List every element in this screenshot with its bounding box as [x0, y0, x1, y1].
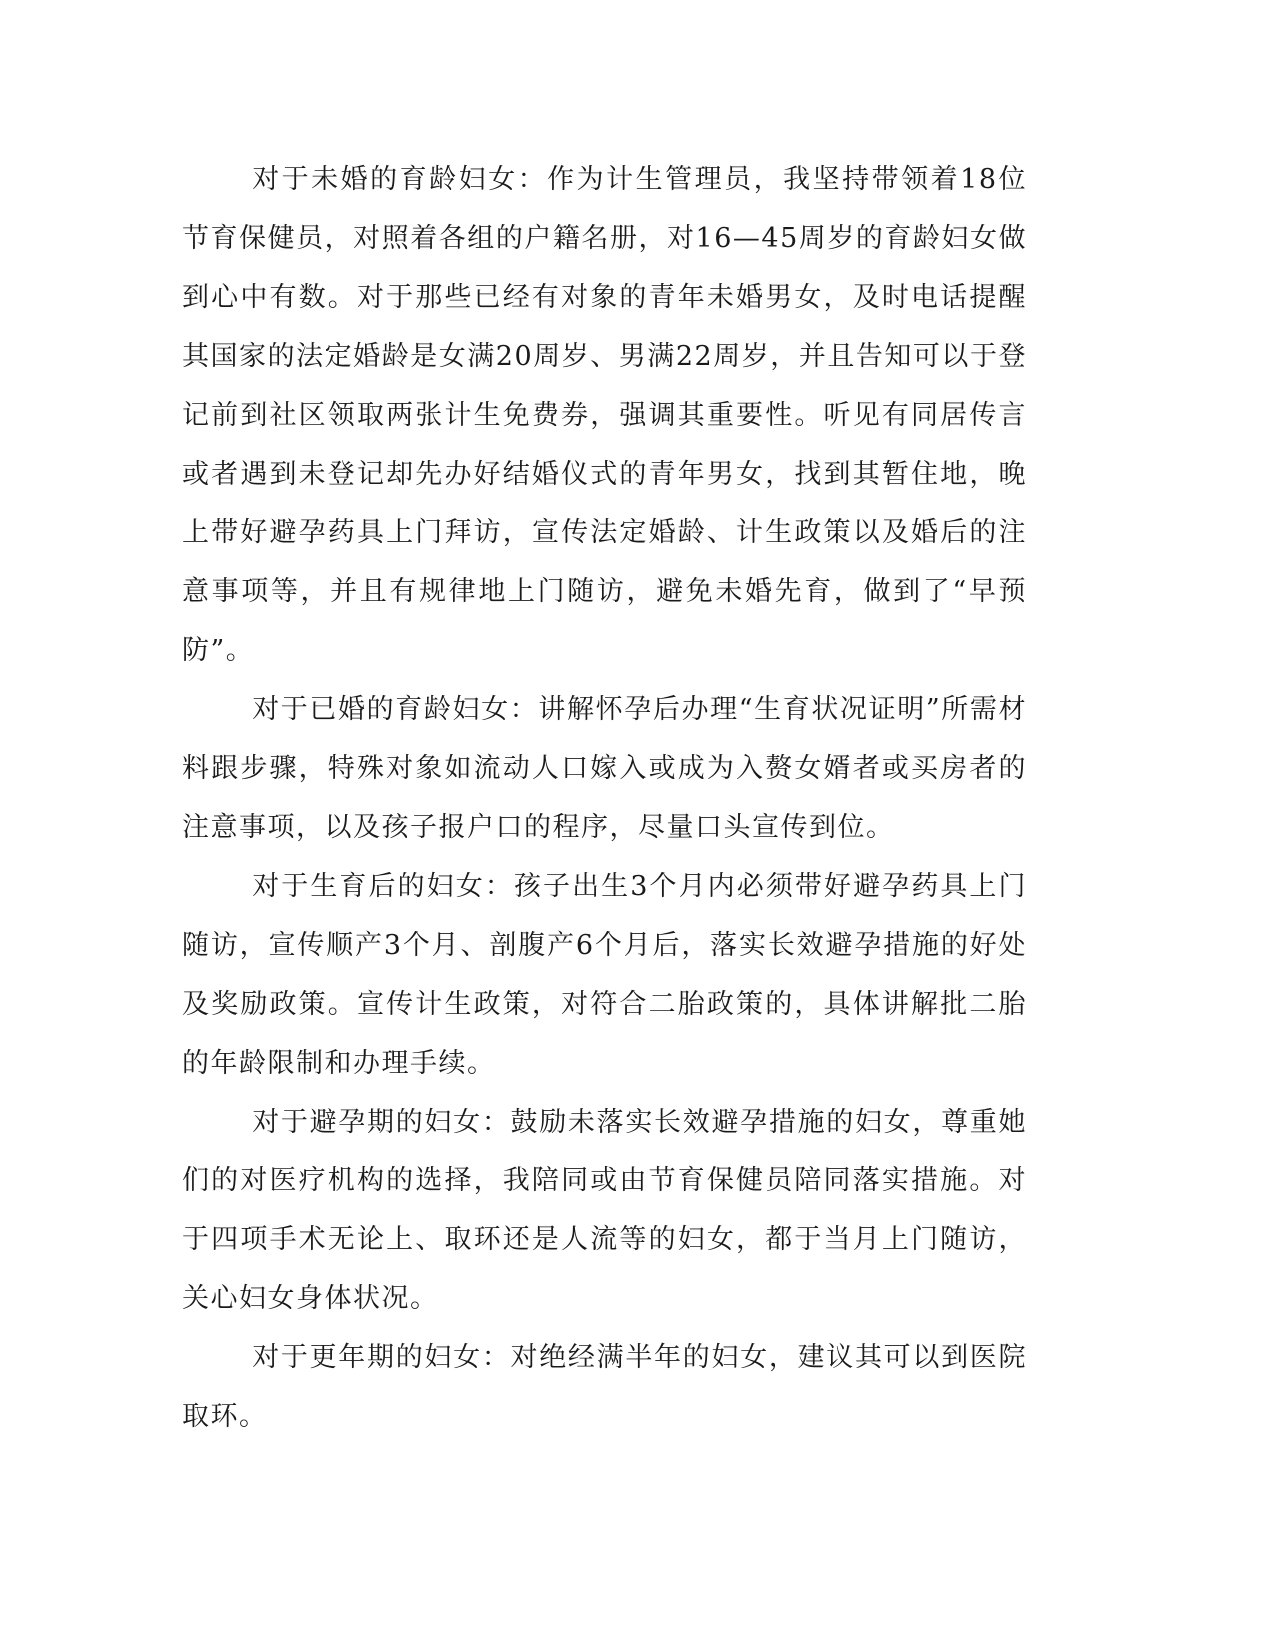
paragraph-married-women: 对于已婚的育龄妇女：讲解怀孕后办理“生育状况证明”所需材料跟步骤，特殊对象如流动人口嫁入或成为入赘女婿者或买房者的注意事项，以及孩子报户口的程序，尽量口头宣传到位。 [182, 694, 1027, 843]
paragraph-contraception-women: 对于避孕期的妇女：鼓励未落实长效避孕措施的妇女，尊重她们的对医疗机构的选择，我陪同或由节育保健员陪同落实措施。对于四项手术无论上、取环还是人流等的妇女，都于当月上门随访，关心妇女身体状况。 [182, 1106, 1027, 1315]
paragraph-unmarried-women: 对于未婚的育龄妇女：作为计生管理员，我坚持带领着18位节育保健员，对照着各组的户籍名册，对16—45周岁的育龄妇女做到心中有数。对于那些已经有对象的青年未婚男女，及时电话提醒其国家的法定婚龄是女满20周岁、男满22周岁，并且告知可以于登记前到社区领取两张计生免费券，强调其重要性。听见有同居传言或者遇到未登记却先办好结婚仪式的青年男女，找到其暂住地，晚上带好避孕药具上门拜访，宣传法定婚龄、计生政策以及婚后的注意事项等，并且有规律地上门随访，避免未婚先育，做到了“早预防”。 [182, 164, 1027, 667]
document-body [182, 151, 1027, 1447]
paragraph-post-birth-women: 对于生育后的妇女：孩子出生3个月内必须带好避孕药具上门随访，宣传顺产3个月、剖腹产6个月后，落实长效避孕措施的好处及奖励政策。宣传计生政策，对符合二胎政策的，具体讲解批二胎的年龄限制和办理手续。 [182, 870, 1027, 1079]
paragraph-menopause-women: 对于更年期的妇女：对绝经满半年的妇女，建议其可以到医院取环。 [182, 1342, 1027, 1433]
